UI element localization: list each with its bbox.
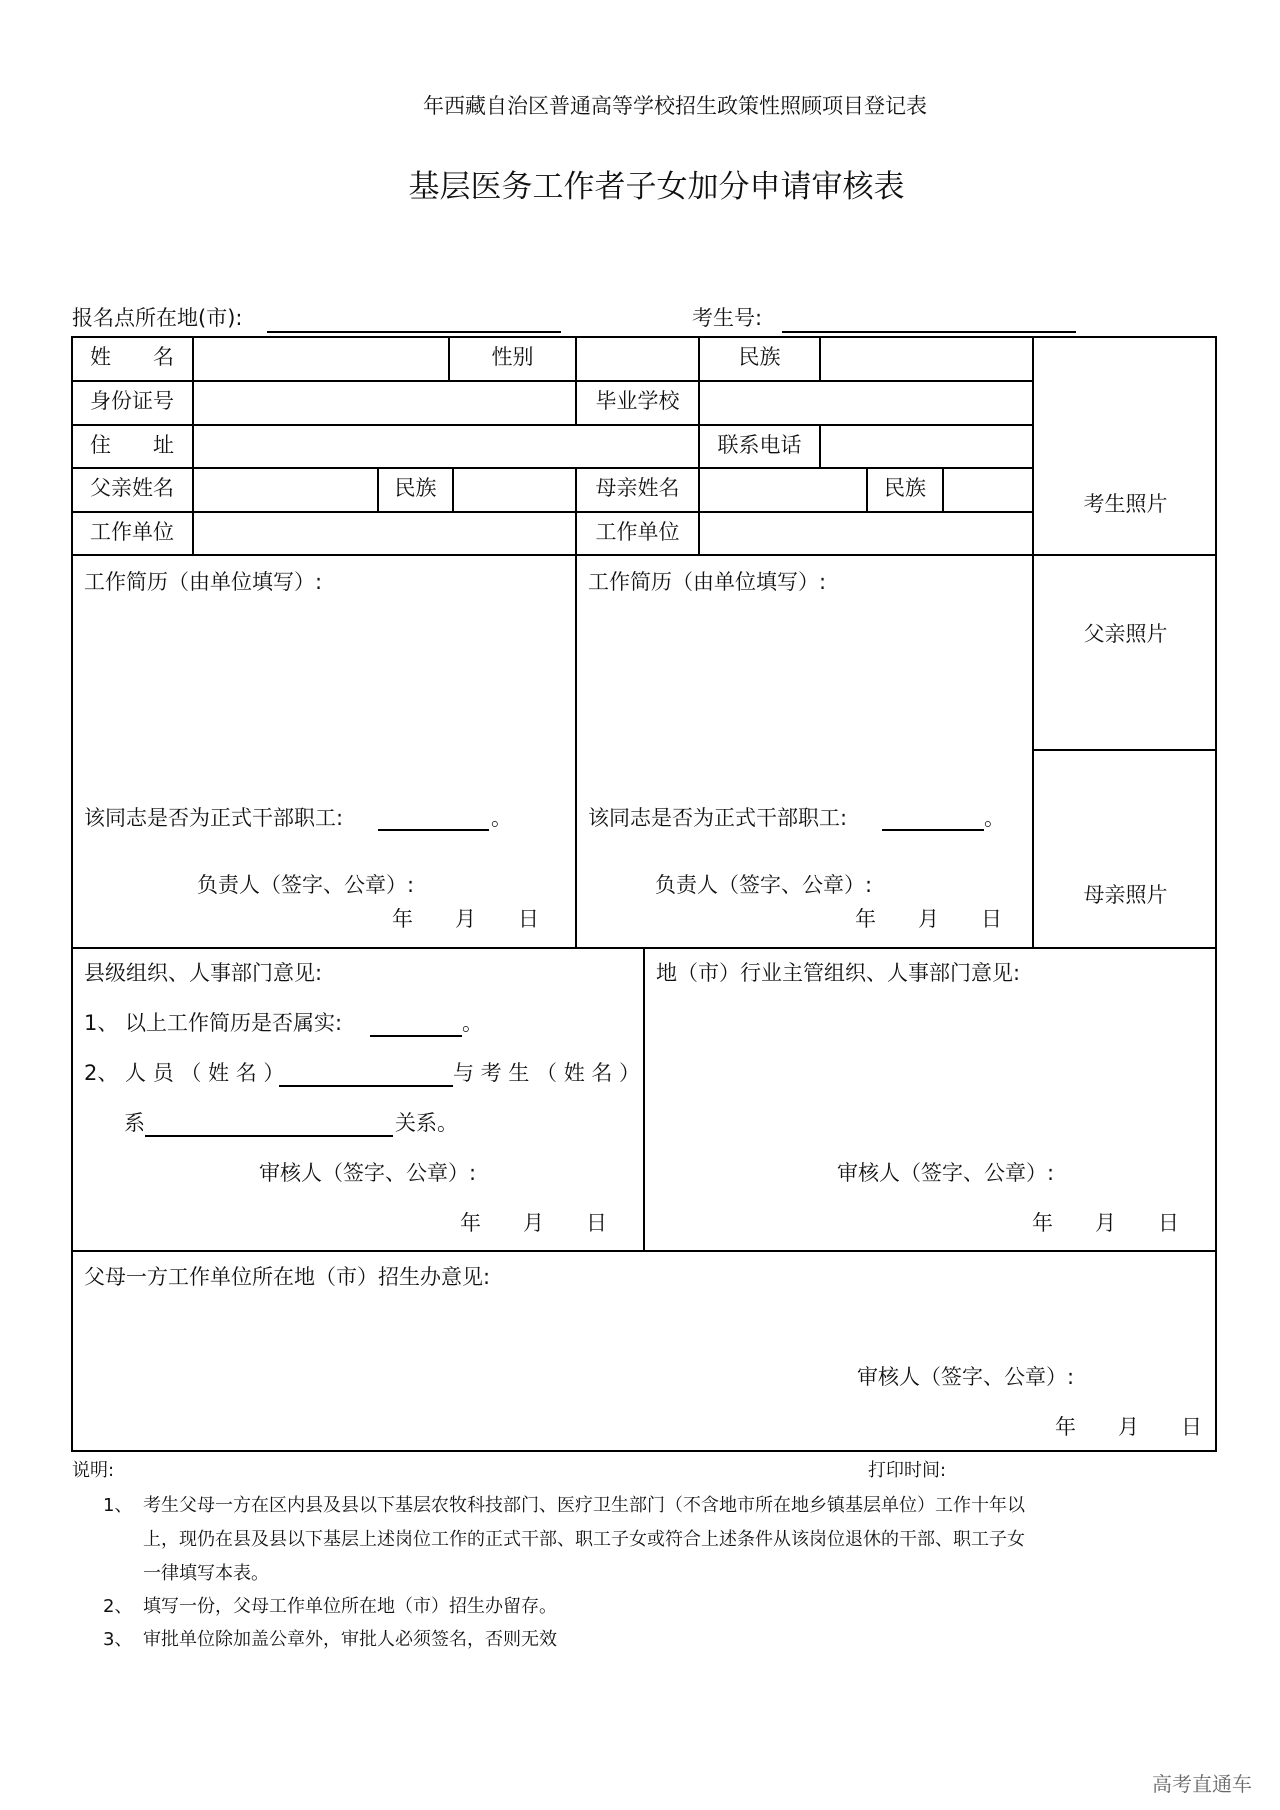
mother-photo-box[interactable]: 母亲照片 xyxy=(1083,883,1168,907)
mother-official-answer[interactable] xyxy=(882,829,984,831)
form-title: 基层医务工作者子女加分申请审核表 xyxy=(408,169,905,205)
father-photo-box[interactable]: 父亲照片 xyxy=(1083,622,1168,646)
father-name-label: 父亲姓名 xyxy=(90,476,174,500)
father-resume-signer: 负责人（签字、公章）: xyxy=(197,873,415,897)
mother-resume-title: 工作简历（由单位填写）: xyxy=(588,570,827,594)
county-date: 年 月 日 xyxy=(460,1211,607,1235)
school-label: 毕业学校 xyxy=(595,389,680,413)
address-label: 住 址 xyxy=(90,433,174,457)
father-official-answer[interactable] xyxy=(378,829,489,831)
father-ethnicity-label: 民族 xyxy=(394,476,437,500)
location-label: 报名点所在地(市): xyxy=(72,306,243,330)
ethnicity-label: 民族 xyxy=(738,345,781,369)
county-signer: 审核人（签字、公章）: xyxy=(259,1161,477,1185)
id-number-field[interactable] xyxy=(194,382,575,424)
prefecture-opinion-title: 地（市）行业主管组织、人事部门意见: xyxy=(656,961,1021,985)
father-work-unit-label: 工作单位 xyxy=(90,520,174,544)
father-name-field[interactable] xyxy=(194,469,377,511)
mother-ethnicity-label: 民族 xyxy=(884,476,926,500)
father-ethnicity-field[interactable] xyxy=(454,469,575,511)
exam-number-label: 考生号: xyxy=(692,306,763,330)
exam-number-field[interactable] xyxy=(782,331,1076,333)
county-item-1: 1、 以上工作简历是否属实: xyxy=(84,1011,343,1035)
note-1-line-3: 一律填写本表。 xyxy=(143,1563,269,1584)
student-photo-box[interactable]: 考生照片 xyxy=(1083,492,1168,516)
note-1-number: 1、 xyxy=(103,1495,133,1516)
mother-name-field[interactable] xyxy=(700,469,866,511)
id-number-label: 身份证号 xyxy=(90,389,174,413)
gender-label: 性别 xyxy=(491,345,534,369)
location-field[interactable] xyxy=(267,331,561,333)
note-1-line-2: 上，现仍在县及县以下基层上述岗位工作的正式干部、职工子女或符合上述条件从该岗位退休的干部、职工子女 xyxy=(143,1529,1025,1550)
phone-label: 联系电话 xyxy=(717,433,802,457)
mother-work-unit-label: 工作单位 xyxy=(595,520,680,544)
note-3: 审批单位除加盖公章外，审批人必须签名，否则无效 xyxy=(143,1629,557,1650)
county-relation-field[interactable] xyxy=(145,1135,393,1137)
mother-official-period: 。 xyxy=(984,806,1005,830)
admissions-signer: 审核人（签字、公章）: xyxy=(857,1365,1075,1389)
mother-name-label: 母亲姓名 xyxy=(595,476,680,500)
father-work-unit-field[interactable] xyxy=(194,513,575,554)
gender-field[interactable] xyxy=(577,338,698,380)
prefecture-date: 年 月 日 xyxy=(1032,1211,1179,1235)
footer-brand: 高考直通车 xyxy=(1152,1772,1252,1796)
county-person-name-field[interactable] xyxy=(279,1085,453,1087)
ethnicity-field[interactable] xyxy=(821,338,1032,380)
name-field[interactable] xyxy=(194,338,448,380)
mother-official-question: 该同志是否为正式干部职工: xyxy=(588,806,848,830)
mother-resume-date: 年 月 日 xyxy=(855,907,1002,931)
note-2-number: 2、 xyxy=(103,1596,133,1617)
county-item-1-answer[interactable] xyxy=(370,1035,462,1037)
mother-ethnicity-field[interactable] xyxy=(944,469,1032,511)
admissions-date: 年 月 日 xyxy=(1055,1415,1202,1439)
county-item-2-student: 与 考 生 （ 姓 名 ） xyxy=(453,1061,641,1085)
county-item-2-person: 2、 人 员 （ 姓 名 ） xyxy=(84,1061,285,1085)
mother-work-unit-field[interactable] xyxy=(700,513,1032,554)
father-resume-date: 年 月 日 xyxy=(392,907,539,931)
note-3-number: 3、 xyxy=(103,1629,133,1650)
prefecture-signer: 审核人（签字、公章）: xyxy=(837,1161,1055,1185)
note-1-line-1: 考生父母一方在区内县及县以下基层农牧科技部门、医疗卫生部门（不含地市所在地乡镇基层单位）工作十年以 xyxy=(143,1495,1025,1516)
phone-field[interactable] xyxy=(821,426,1032,467)
father-resume-title: 工作简历（由单位填写）: xyxy=(84,570,323,594)
school-field[interactable] xyxy=(700,382,1032,424)
county-item-1-period: 。 xyxy=(462,1011,483,1035)
notes-label: 说明: xyxy=(72,1460,115,1481)
county-opinion-title: 县级组织、人事部门意见: xyxy=(84,961,323,985)
form-heading: 年西藏自治区普通高等学校招生政策性照顾项目登记表 xyxy=(423,94,927,118)
name-label: 姓 名 xyxy=(90,345,174,369)
county-item-2-relation-suffix: 关系。 xyxy=(395,1111,458,1135)
admissions-opinion-title: 父母一方工作单位所在地（市）招生办意见: xyxy=(84,1265,491,1289)
note-2: 填写一份，父母工作单位所在地（市）招生办留存。 xyxy=(143,1596,557,1617)
address-field[interactable] xyxy=(194,426,698,467)
county-item-2-relation-prefix: 系 xyxy=(124,1111,145,1135)
mother-resume-signer: 负责人（签字、公章）: xyxy=(655,873,873,897)
father-official-period: 。 xyxy=(491,806,512,830)
print-time-label: 打印时间: xyxy=(868,1460,947,1481)
father-official-question: 该同志是否为正式干部职工: xyxy=(84,806,344,830)
